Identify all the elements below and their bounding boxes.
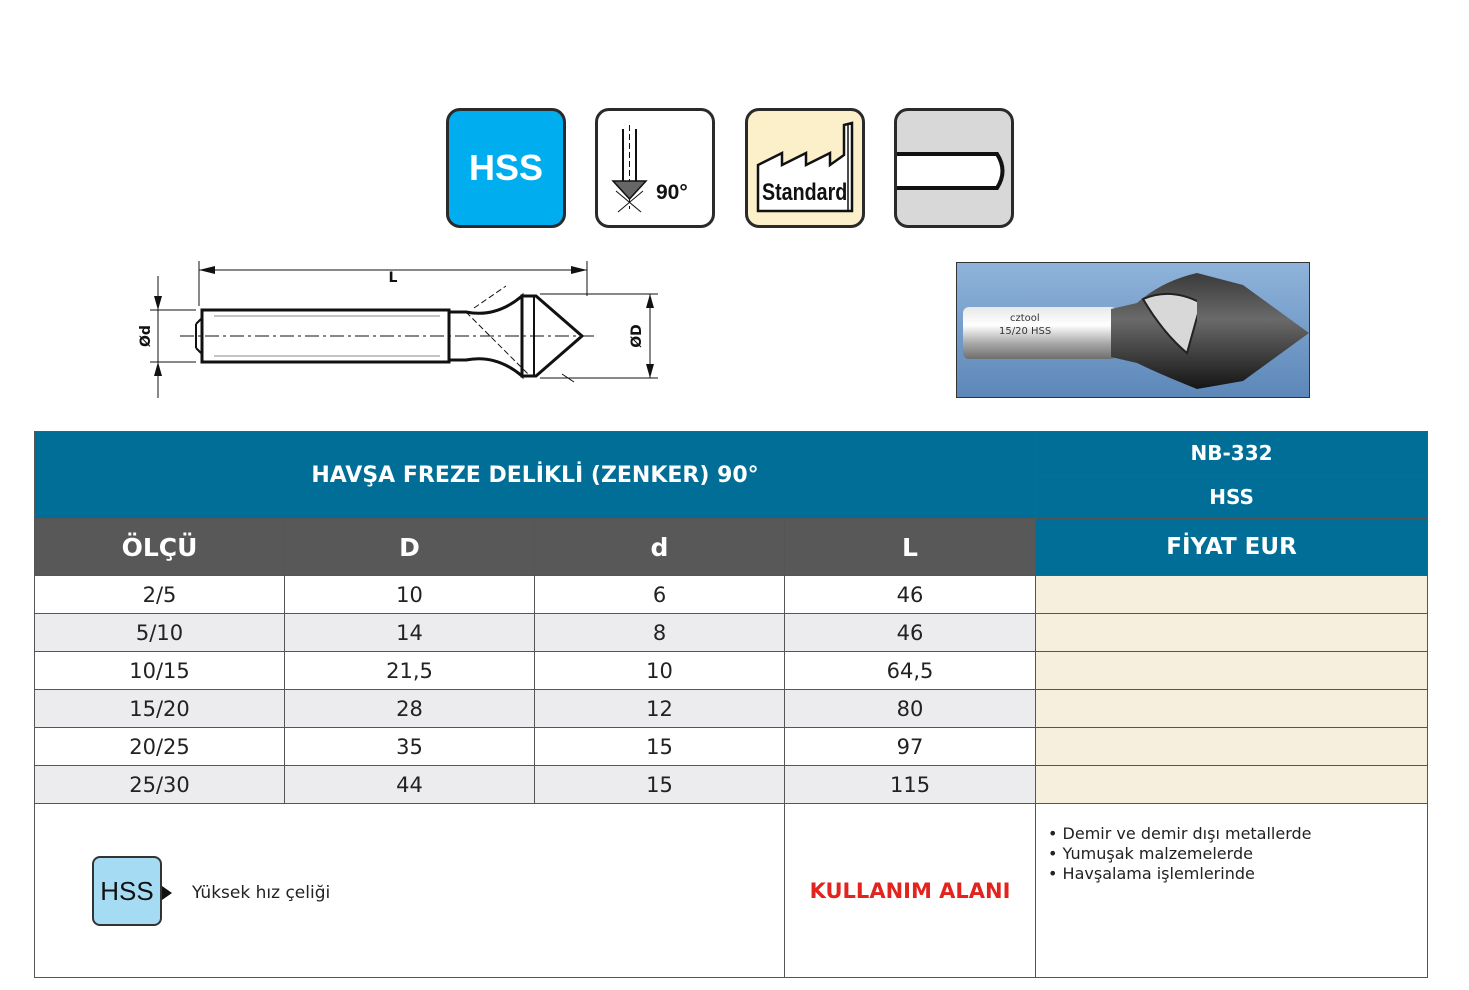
cell-D: 35 xyxy=(285,728,535,766)
col-header-olcu: ÖLÇÜ xyxy=(35,519,285,576)
cell-olcu: 20/25 xyxy=(35,728,285,766)
cell-price xyxy=(1036,728,1428,766)
standard-label: Standard xyxy=(762,179,848,206)
cell-L: 115 xyxy=(785,766,1036,804)
cell-d: 6 xyxy=(535,576,785,614)
cell-d: 10 xyxy=(535,652,785,690)
usage-item: • Demir ve demir dışı metallerde xyxy=(1048,824,1312,843)
spec-table xyxy=(34,431,1428,978)
table-row xyxy=(35,690,1428,728)
length-dimension-label: L xyxy=(388,270,398,286)
col-header-d: d xyxy=(535,519,785,576)
shank-diameter-label: Ød xyxy=(138,325,154,347)
factory-icon xyxy=(748,111,862,225)
col-header-D: D xyxy=(285,519,535,576)
cell-olcu: 10/15 xyxy=(35,652,285,690)
table-row xyxy=(35,614,1428,652)
engraving-brand: cztool xyxy=(1010,313,1040,324)
cell-olcu: 5/10 xyxy=(35,614,285,652)
col-header-L: L xyxy=(785,519,1036,576)
cell-price xyxy=(1036,576,1428,614)
cell-price xyxy=(1036,652,1428,690)
col-header-price: FİYAT EUR xyxy=(1036,519,1428,576)
countersink-angle-icon xyxy=(598,111,712,225)
cell-olcu: 15/20 xyxy=(35,690,285,728)
usage-label: KULLANIM ALANI xyxy=(785,804,1036,978)
usage-item: • Havşalama işlemlerinde xyxy=(1048,864,1255,883)
cell-D: 10 xyxy=(285,576,535,614)
cell-d: 15 xyxy=(535,728,785,766)
cell-L: 97 xyxy=(785,728,1036,766)
cell-D: 28 xyxy=(285,690,535,728)
product-title: HAVŞA FREZE DELİKLİ (ZENKER) 90° xyxy=(35,432,1036,519)
table-row xyxy=(35,728,1428,766)
cylindrical-shank-icon xyxy=(894,108,1014,228)
usage-item: • Yumuşak malzemelerde xyxy=(1048,844,1253,863)
shank-icon xyxy=(897,111,1011,225)
cell-D: 21,5 xyxy=(285,652,535,690)
cell-L: 46 xyxy=(785,576,1036,614)
cell-price xyxy=(1036,766,1428,804)
cell-D: 44 xyxy=(285,766,535,804)
table-row xyxy=(35,576,1428,614)
cell-D: 14 xyxy=(285,614,535,652)
technical-drawing xyxy=(130,258,670,403)
cell-L: 64,5 xyxy=(785,652,1036,690)
engraving-size: 15/20 HSS xyxy=(999,326,1052,337)
hss-material-icon xyxy=(446,108,566,228)
cell-d: 15 xyxy=(535,766,785,804)
cell-d: 12 xyxy=(535,690,785,728)
table-row xyxy=(35,766,1428,804)
cell-price xyxy=(1036,690,1428,728)
table-row xyxy=(35,652,1428,690)
angle-90-icon xyxy=(595,108,715,228)
legend-cell xyxy=(35,804,785,978)
cell-olcu: 25/30 xyxy=(35,766,285,804)
product-material: HSS xyxy=(1036,475,1428,519)
product-photo xyxy=(956,262,1310,398)
cutter-diameter-label: ØD xyxy=(629,324,645,348)
standard-factory-icon xyxy=(745,108,865,228)
cell-olcu: 2/5 xyxy=(35,576,285,614)
cell-d: 8 xyxy=(535,614,785,652)
arrow-right-icon xyxy=(162,886,172,900)
cell-L: 46 xyxy=(785,614,1036,652)
cell-L: 80 xyxy=(785,690,1036,728)
angle-label: 90° xyxy=(656,181,688,204)
hss-icon-label: HSS xyxy=(468,147,544,188)
usage-list xyxy=(1036,804,1428,978)
cell-price xyxy=(1036,614,1428,652)
legend-text: Yüksek hız çeliği xyxy=(192,883,331,903)
product-code: NB-332 xyxy=(1036,432,1428,476)
hss-legend-badge: HSS xyxy=(92,856,162,926)
